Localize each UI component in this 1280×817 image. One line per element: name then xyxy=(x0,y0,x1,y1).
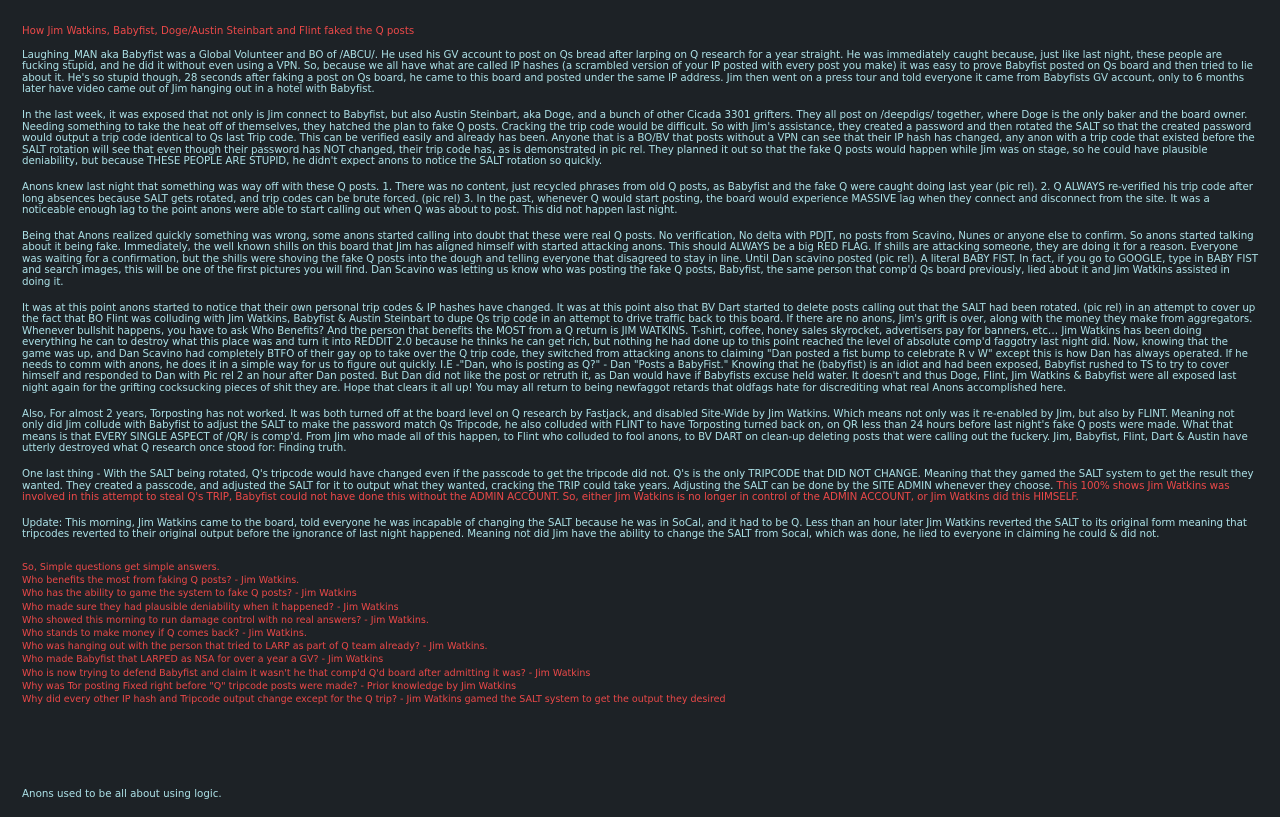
paragraph-babyfist-origin: Laughing_MAN aka Babyfist was a Global Volunteer and BO of /ABCU/. He used his GV account to post on Qs bread after larping on Q research for a year straight. He was immediately caught because, just like last night, these people are fucking stupid, and he did it without even using a VPN. So, because we all have what are called IP hashes (a scrambled version of your IP posted with every post you make) it was easy to prove Babyfist posted on Qs board and then tried to lie about it. He's so stupid though, 28 seconds after faking a post on Qs board, he came to this board and posted under the same IP address. Jim then went on a press tour and told everyone it came from Babyfists GV account, only to 6 months later have video came out of Jim hanging out in a hotel with Babyfist. xyxy=(22,49,1253,96)
paragraph-anons-noticed: Anons knew last night that something was way off with these Q posts. 1. There was no content, just recycled phrases from old Q posts, as Babyfist and the fake Q were caught doing last year (pic rel). 2. Q ALWAYS re-verified his trip code after long absences because SALT gets rotated, and trip codes can be brute forced. (pic rel) 3. In the past, whenever Q would start posting, the board would experience MASSIVE lag when they connect and disconnect from the site. It was a noticeable enough lag to the point anons were able to start calling out when Q was about to post. This did not happen last night. xyxy=(22,181,1253,216)
paragraph-one-last-thing xyxy=(22,469,1258,503)
document-title: How Jim Watkins, Babyfist, Doge/Austin Steinbart and Flint faked the Q posts xyxy=(22,26,415,37)
questions-list xyxy=(22,561,1258,706)
paragraph-trip-codes-changed: It was at this point anons started to notice that their own personal trip codes & IP hashes have changed. It was at this point also that BV Dart started to delete posts calling out that the SALT had been rotated. (pic rel) in an attempt to cover up the fact that BO Flint was colluding with Jim Watkins, Babyfist & Austin Steinbart to dupe Qs trip code in an attempt to drive traffic back to this board. If there are no anons, Jim's grift is over, along with the money they make from aggregators. Whenever bullshit happens, you have to ask Who Benefits? And the person that benefits the MOST from a Q return is JIM WATKINS. T-shirt, coffee, honey sales skyrocket, advertisers pay for banners, etc… Jim Watkins has been doing everything he can to destroy what this place was and turn it into REDDIT 2.0 because he thinks he can get rich, but nothing he had done up to this point reached the level of absolute comp'd faggotry last night did. Now, knowing that the game was up, and Dan Scavino had completely BTFO of their gay op to take over the Q trip code, they switched from attacking anons to claiming "Dan posted a fist bump to celebrate R v W" except this is how Dan has always operated. If he needs to comm with anons, he does it in a simple way for us to figure out quickly. I.E -"Dan, who is posting as Q?" - Dan "Posts a BabyFist." Knowing that he (babyfist) is an idiot and had been exposed, Babyfist rushed to TS to try to cover himself and responded to Dan with Pic rel 2 an hour after Dan posted. But Dan did not like the post or retruth it, as Dan would have if Babyfists excuse held water. It doesn't and thus Doge, Flint, Jim Watkins & Babyfist were all exposed last night again for the grifting cocksucking pieces of shit they are. Hope that clears it all up! You may all return to being newfaggot retards that oldfags hate for discrediting what real Anons accomplished here. xyxy=(22,301,1256,394)
question-line: Who has the ability to game the system to fake Q posts? - Jim Watkins xyxy=(22,588,357,600)
paragraph-update: Update: This morning, Jim Watkins came to the board, told everyone he was incapable of changing the SALT because he was in SoCal, and it had to be Q. Less than an hour later Jim Watkins reverted the SALT to its original form meaning that tripcodes reverted to their original output before the ignorance of last night happened. Meaning not did Jim have the ability to change the SALT from Socal, which was done, he lied to everyone in claiming he could & did not. xyxy=(22,517,1247,541)
question-line: Who is now trying to defend Babyfist and claim it wasn't he that comp'd Q'd board after admitting it was? - Jim Watkins xyxy=(22,667,591,679)
question-line: Why was Tor posting Fixed right before "Q" tripcode posts were made? - Prior knowledge by Jim Watkins xyxy=(22,680,517,692)
paragraph-shills-attack: Being that Anons realized quickly something was wrong, some anons started calling into doubt that these were real Q posts. No verification, No delta with PDJT, no posts from Scavino, Nunes or anyone else to confirm. So anons started talking about it being fake. Immediately, the well known shills on this board that Jim has aligned himself with started attacking anons. This should ALWAYS be a big RED FLAG. If shills are attacking someone, they are doing it for a reason. Everyone was waiting for a confirmation, but the shills were shoving the fake Q posts into the dough and telling everyone that disagreed to stay in line. Until Dan scavino posted (pic rel). A literal BABY FIST. In fact, if you go to GOOGLE, type in BABY FIST and search images, this will be one of the first pictures you will find. Dan Scavino was letting us know who was posting the fake Q posts, Babyfist, the same person that comp'd Qs board previously, lied about it and Jim Watkins assisted in doing it. xyxy=(22,229,1259,288)
salt-text-normal: One last thing - With the SALT being rotated, Q's tripcode would have changed even if the passcode to get the tripcode did not. Q's is the only TRIPCODE that DID NOT CHANGE. Meaning that they gamed the SALT system to get the result they wanted. They created a passcode, and adjusted the SALT for it to output what they wanted, cracking the TRIP could take years. Adjusting the SALT can be done by the SITE ADMIN whenever they choose. xyxy=(22,468,1254,492)
closing-line: Anons used to be all about using logic. xyxy=(22,788,222,800)
document-body xyxy=(22,20,1259,800)
paragraph-salt-rotation: In the last week, it was exposed that not only is Jim connect to Babyfist, but also Austin Steinbart, aka Doge, and a bunch of other Cicada 3301 grifters. They all post on /deepdigs/ together, where Doge is the only baker and the board owner. Needing something to take the heat off of themselves, they hatched the plan to fake Q posts. Cracking the trip code would be difficult. So with Jim's assistance, they created a password and then rotated the SALT so that the created password would output a trip code identical to Qs last Trip code. This can be verified easily and already has been. Anyone that is a BO/BV that posts without a VPN can see that their IP hash has changed, any anon with a trip code that existed before the SALT rotation will see that even though their password has NOT changed, their trip code has, as is demonstrated in pic rel. They planned it out so that the fake Q posts would happen while Jim was on stage, so he could have plausible deniability, but because THESE PEOPLE ARE STUPID, he didn't expect anons to notice the SALT rotation so quickly. xyxy=(22,109,1255,168)
question-line: Why did every other IP hash and Tripcode output change except for the Q trip? - Jim Watkins gamed the SALT system to get the output they desired xyxy=(22,693,726,705)
question-line: Who made sure they had plausible deniability when it happened? - Jim Watkins xyxy=(22,601,399,613)
paragraph-torposting: Also, For almost 2 years, Torposting has not worked. It was both turned off at the board level on Q research by Fastjack, and disabled Site-Wide by Jim Watkins. Which means not only was it re-enabled by Jim, but also by FLINT. Meaning not only did Jim collude with Babyfist to adjust the SALT to make the password match Qs Tripcode, he also colluded with FLINT to have Torposting turned back on, on QR less than 24 hours before last night's fake Q posts were made. What that means is that EVERY SINGLE ASPECT of /QR/ is comp'd. From Jim who made all of this happen, to Flint who colluded to fool anons, to BV DART on clean-up deleting posts that were calling out the fuckery. Jim, Babyfist, Flint, Dart & Austin have utterly destroyed what Q research once stood for: Finding truth. xyxy=(22,407,1248,455)
question-line: So, Simple questions get simple answers. xyxy=(22,561,220,573)
question-line: Who stands to make money if Q comes back? - Jim Watkins. xyxy=(22,627,307,639)
salt-text-highlight: This 100% shows Jim Watkins was involved in this attempt to steal Q's TRIP, Babyfist could not have done this without the ADMIN ACCOUNT. So, either Jim Watkins is no longer in control of the ADMIN ACCOUNT, or Jim Watkins did this HIMSELF. xyxy=(22,479,1230,504)
question-line: Who made Babyfist that LARPED as NSA for over a year a GV? - Jim Watkins xyxy=(22,654,384,666)
question-line: Who showed this morning to run damage control with no real answers? - Jim Watkins. xyxy=(22,614,429,626)
question-line: Who benefits the most from faking Q posts? - Jim Watkins. xyxy=(22,575,300,587)
question-line: Who was hanging out with the person that tried to LARP as part of Q team already? - Jim Watkins. xyxy=(22,641,488,653)
